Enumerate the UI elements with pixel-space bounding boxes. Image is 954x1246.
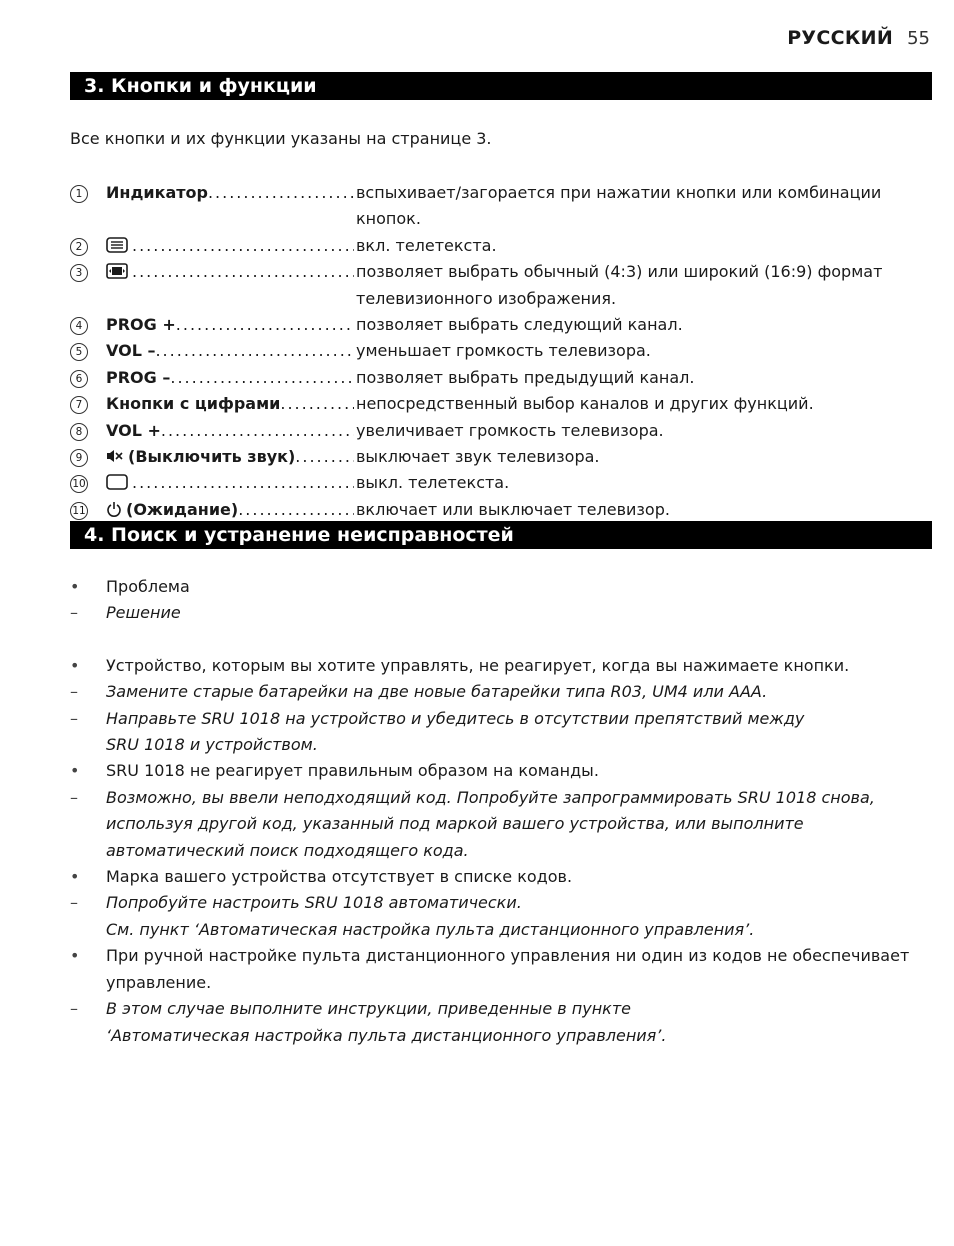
- page-header: [787, 27, 930, 49]
- solution-text: См. пункт ‘Автоматическая настройка пульта дистанционного управления’.: [106, 919, 755, 939]
- section-3-title: 3. Кнопки и функции: [70, 72, 932, 100]
- list-item: [70, 996, 940, 1022]
- solution-text: Возможно, вы ввели неподходящий код. Попробуйте запрограммировать SRU 1018 снова,: [106, 787, 875, 807]
- problem-text: Марка вашего устройства отсутствует в списке кодов.: [106, 867, 573, 887]
- problem-text: Устройство, которым вы хотите управлять, не реагирует, когда вы нажимаете кнопки.: [106, 655, 850, 675]
- list-item: [70, 811, 940, 837]
- bullet-marker: •: [70, 655, 80, 675]
- button-name: Кнопки с цифрами: [106, 394, 281, 414]
- button-name: (Выключить звук): [128, 447, 296, 467]
- button-name: PROG +: [106, 315, 176, 335]
- troubleshooting-list: [70, 574, 940, 1049]
- bullet-marker: •: [70, 867, 80, 887]
- list-item: [70, 574, 940, 600]
- button-name: VOL –: [106, 341, 156, 361]
- dot-leader: [238, 497, 354, 523]
- list-item: [70, 180, 940, 233]
- item-number: 8: [70, 423, 88, 441]
- problem-text: SRU 1018 не реагирует правильным образом на команды.: [106, 761, 599, 781]
- button-name: VOL +: [106, 420, 161, 440]
- button-description: позволяет выбрать следующий канал.: [356, 315, 683, 335]
- button-description: включает или выключает телевизор.: [356, 499, 670, 519]
- dot-leader: [132, 470, 354, 496]
- list-item: [70, 600, 940, 626]
- item-number: 5: [70, 343, 88, 361]
- dot-leader: [161, 418, 354, 444]
- list-item: [70, 365, 940, 391]
- list-item: [70, 758, 940, 784]
- dash-marker: –: [70, 682, 78, 702]
- list-item: [70, 444, 940, 470]
- button-function-list: [70, 180, 940, 523]
- teletext-off-icon: [106, 474, 128, 490]
- list-item: [70, 653, 940, 679]
- list-item: [70, 785, 940, 811]
- list-item: [70, 470, 940, 496]
- button-description: непосредственный выбор каналов и других функций.: [356, 394, 814, 414]
- solution-text: Попробуйте настроить SRU 1018 автоматически.: [106, 893, 522, 913]
- item-number: 2: [70, 238, 88, 256]
- teletext-on-icon: [106, 237, 128, 253]
- button-description: увеличивает громкость телевизора.: [356, 420, 664, 440]
- dot-leader: [155, 338, 354, 364]
- standby-power-icon: [106, 501, 122, 517]
- list-item: [70, 679, 940, 705]
- dot-leader: [295, 444, 354, 470]
- dot-leader: [132, 259, 354, 312]
- list-item: [70, 418, 940, 444]
- button-description: позволяет выбрать предыдущий канал.: [356, 367, 695, 387]
- list-item: [70, 917, 940, 943]
- button-description: позволяет выбрать обычный (4:3) или широкий (16:9) формат телевизионного изображения.: [356, 262, 883, 308]
- legend-solution: Решение: [106, 603, 181, 623]
- list-item: [70, 706, 940, 732]
- dash-marker: –: [70, 708, 78, 728]
- list-item: [70, 890, 940, 916]
- section-4-title: 4. Поиск и устранение неисправностей: [70, 521, 932, 549]
- legend-problem: Проблема: [106, 577, 190, 596]
- solution-text: В этом случае выполните инструкции, приведенные в пункте: [106, 999, 631, 1019]
- solution-text: автоматический поиск подходящего кода.: [106, 840, 469, 860]
- item-number: 6: [70, 370, 88, 388]
- solution-text: Замените старые батарейки на две новые батарейки типа R03, UM4 или AAA.: [106, 682, 768, 702]
- button-description: выкл. телетекста.: [356, 473, 510, 493]
- item-number: 10: [70, 475, 88, 493]
- dash-marker: –: [70, 999, 78, 1019]
- list-item: [70, 391, 940, 417]
- language-label: РУССКИЙ: [787, 27, 894, 49]
- section-3-intro: Все кнопки и их функции указаны на странице 3.: [70, 129, 492, 148]
- problem-text: управление.: [106, 972, 212, 992]
- list-item: [70, 838, 940, 864]
- button-description: уменьшает громкость телевизора.: [356, 341, 651, 361]
- item-number: 4: [70, 317, 88, 335]
- solution-text: ‘Автоматическая настройка пульта дистанционного управления’.: [106, 1025, 667, 1045]
- problem-text: При ручной настройке пульта дистанционного управления ни один из кодов не обеспечивает: [106, 946, 910, 966]
- dash-marker: –: [70, 787, 78, 807]
- list-item: [70, 259, 940, 312]
- mute-icon: [106, 448, 124, 464]
- item-number: 1: [70, 185, 88, 203]
- solution-text: используя другой код, указанный под маркой вашего устройства, или выполните: [106, 814, 804, 834]
- dot-leader: [170, 365, 354, 391]
- button-name: PROG –: [106, 367, 171, 387]
- list-item: [70, 970, 940, 996]
- item-number: 3: [70, 264, 88, 282]
- dot-leader: [176, 312, 354, 338]
- bullet-marker: •: [70, 577, 80, 596]
- list-item: [70, 312, 940, 338]
- button-description: вспыхивает/загорается при нажатии кнопки или комбинации кнопок.: [356, 183, 882, 229]
- list-item: [70, 864, 940, 890]
- dot-leader: [280, 391, 354, 417]
- list-item: [70, 1023, 940, 1049]
- bullet-marker: •: [70, 761, 80, 781]
- page-number: 55: [907, 28, 930, 49]
- dash-marker: –: [70, 603, 78, 623]
- button-name: (Ожидание): [126, 499, 239, 519]
- button-name: Индикатор: [106, 183, 208, 202]
- button-description: выключает звук телевизора.: [356, 447, 600, 467]
- solution-text: Направьте SRU 1018 на устройство и убедитесь в отсутствии препятствий между: [106, 708, 805, 728]
- solution-text: SRU 1018 и устройством.: [106, 735, 318, 755]
- item-number: 7: [70, 396, 88, 414]
- list-item: [70, 338, 940, 364]
- list-item: [70, 233, 940, 259]
- bullet-marker: •: [70, 946, 80, 966]
- list-item: [70, 732, 940, 758]
- dot-leader: [132, 233, 354, 259]
- dash-marker: –: [70, 893, 78, 913]
- list-item: [70, 497, 940, 523]
- button-description: вкл. телетекста.: [356, 235, 497, 255]
- item-number: 11: [70, 502, 88, 520]
- aspect-ratio-icon: [106, 263, 128, 279]
- item-number: 9: [70, 449, 88, 467]
- dot-leader: [208, 180, 354, 233]
- list-item: [70, 943, 940, 969]
